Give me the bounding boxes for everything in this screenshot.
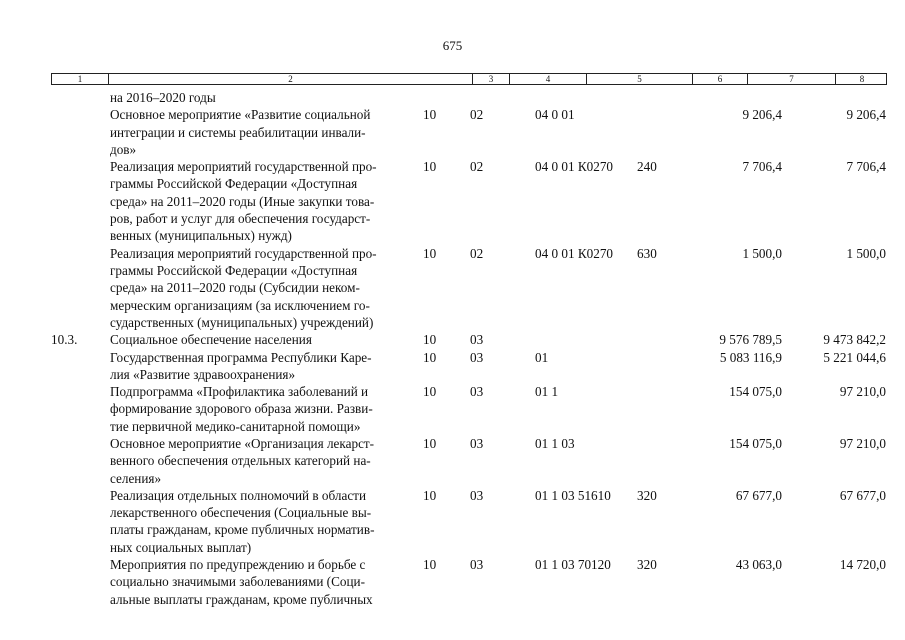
row-description bbox=[110, 331, 415, 348]
amount-2019: 9 206,4 bbox=[742, 107, 782, 123]
description-line: Мероприятия по предупреждению и борьбе с bbox=[110, 557, 366, 573]
section-code: 10 bbox=[423, 107, 437, 123]
amount-2019: 5 083 116,9 bbox=[719, 349, 782, 365]
expense-type-code: 630 bbox=[637, 245, 657, 261]
amount-2019: 9 576 789,5 bbox=[719, 332, 782, 348]
amount-2019: 154 075,0 bbox=[729, 436, 782, 451]
description-line: платы гражданам, кроме публичных норматив- bbox=[110, 522, 375, 538]
row-number: 10.3. bbox=[51, 332, 78, 348]
description-line: Государственная программа Республики Каре- bbox=[110, 349, 372, 365]
description-line: альные выплаты гражданам, кроме публичных bbox=[110, 591, 373, 607]
description-line: венного обеспечения отдельных категорий на- bbox=[110, 453, 371, 469]
subsection-code: 03 bbox=[470, 332, 484, 348]
subsection-code: 02 bbox=[470, 107, 484, 123]
description-line: среда» на 2011–2020 годы (Субсидии неком- bbox=[110, 280, 360, 296]
section-code: 10 bbox=[423, 349, 437, 365]
section-code: 10 bbox=[423, 487, 437, 503]
description-line: Подпрограмма «Профилактика заболеваний и bbox=[110, 384, 369, 400]
column-header: 2 bbox=[108, 74, 472, 84]
description-line: на 2016–2020 годы bbox=[110, 90, 216, 105]
amount-2020: 9 206,4 bbox=[846, 107, 886, 123]
row-description bbox=[110, 435, 415, 487]
row-description bbox=[110, 106, 415, 158]
subsection-code: 03 bbox=[470, 349, 484, 365]
amount-2019: 1 500,0 bbox=[742, 245, 782, 261]
target-article-code: 04 0 01 bbox=[535, 107, 575, 123]
subsection-code: 03 bbox=[470, 436, 484, 451]
target-article-code: 01 bbox=[535, 349, 549, 365]
amount-2020: 9 473 842,2 bbox=[823, 332, 886, 348]
amount-2020: 67 677,0 bbox=[839, 487, 886, 503]
description-line: Социальное обеспечение населения bbox=[110, 332, 312, 348]
row-description bbox=[110, 349, 415, 384]
section-code: 10 bbox=[423, 245, 437, 261]
description-line: мерческим организациям (за исключением го- bbox=[110, 297, 370, 313]
description-line: лекарственного обеспечения (Социальные вы- bbox=[110, 505, 372, 521]
description-line: ров, работ и услуг для обеспечения государст- bbox=[110, 211, 371, 227]
description-line: граммы Российской Федерации «Доступная bbox=[110, 176, 358, 192]
amount-2020: 1 500,0 bbox=[846, 245, 886, 261]
column-header: 8 bbox=[835, 74, 888, 84]
column-header: 1 bbox=[77, 74, 83, 84]
subsection-code: 03 bbox=[470, 557, 484, 573]
target-article-code: 01 1 03 70120 bbox=[535, 557, 611, 573]
table-header bbox=[51, 73, 887, 85]
description-line: среда» на 2011–2020 годы (Иные закупки това- bbox=[110, 193, 375, 209]
description-line: интеграции и системы реабилитации инвали- bbox=[110, 124, 366, 140]
description-line: тие первичной медико-санитарной помощи» bbox=[110, 418, 361, 434]
column-header: 7 bbox=[747, 74, 835, 84]
description-line: Основное мероприятие «Организация лекарст- bbox=[110, 436, 375, 451]
row-description bbox=[110, 245, 415, 331]
description-line: граммы Российской Федерации «Доступная bbox=[110, 262, 358, 278]
row-description bbox=[110, 556, 415, 608]
column-header: 5 bbox=[586, 74, 692, 84]
expense-type-code: 240 bbox=[637, 159, 657, 175]
description-line: дов» bbox=[110, 141, 137, 157]
description-line: формирование здорового образа жизни. Разви- bbox=[110, 401, 373, 417]
section-code: 10 bbox=[423, 557, 437, 573]
amount-2019: 7 706,4 bbox=[742, 159, 782, 175]
subsection-code: 03 bbox=[470, 384, 484, 400]
amount-2020: 97 210,0 bbox=[839, 436, 886, 451]
column-header: 3 bbox=[472, 74, 509, 84]
amount-2019: 67 677,0 bbox=[735, 487, 782, 503]
target-article-code: 01 1 03 51610 bbox=[535, 487, 611, 503]
target-article-code: 01 1 bbox=[535, 384, 559, 400]
target-article-code: 04 0 01 К0270 bbox=[535, 245, 614, 261]
description-line: Основное мероприятие «Развитие социальной bbox=[110, 107, 371, 123]
amount-2020: 14 720,0 bbox=[839, 557, 886, 573]
description-line: ных социальных выплат) bbox=[110, 539, 252, 555]
subsection-code: 02 bbox=[470, 159, 484, 175]
description-line: лия «Развитие здравоохранения» bbox=[110, 366, 296, 382]
section-code: 10 bbox=[423, 436, 437, 451]
description-line: социально значимыми заболеваниями (Соци- bbox=[110, 574, 365, 590]
column-header: 4 bbox=[509, 74, 586, 84]
amount-2020: 7 706,4 bbox=[846, 159, 886, 175]
expense-type-code: 320 bbox=[637, 487, 657, 503]
expense-type-code: 320 bbox=[637, 557, 657, 573]
description-line: сударственных (муниципальных) учреждений) bbox=[110, 314, 374, 330]
amount-2020: 97 210,0 bbox=[839, 384, 886, 400]
target-article-code: 01 1 03 bbox=[535, 436, 575, 451]
amount-2020: 5 221 044,6 bbox=[823, 349, 886, 365]
row-description bbox=[110, 89, 415, 106]
description-line: Реализация мероприятий государственной про- bbox=[110, 245, 377, 261]
amount-2019: 43 063,0 bbox=[735, 557, 782, 573]
section-code: 10 bbox=[423, 384, 437, 400]
row-description bbox=[110, 158, 415, 244]
amount-2019: 154 075,0 bbox=[729, 384, 782, 400]
description-line: Реализация мероприятий государственной про- bbox=[110, 159, 377, 175]
target-article-code: 04 0 01 К0270 bbox=[535, 159, 614, 175]
description-line: Реализация отдельных полномочий в области bbox=[110, 487, 367, 503]
section-code: 10 bbox=[423, 159, 437, 175]
description-line: селения» bbox=[110, 470, 162, 486]
row-description bbox=[110, 383, 415, 435]
row-description bbox=[110, 487, 415, 556]
subsection-code: 02 bbox=[470, 245, 484, 261]
description-line: венных (муниципальных) нужд) bbox=[110, 228, 292, 244]
page-number: 675 bbox=[442, 38, 463, 53]
subsection-code: 03 bbox=[470, 487, 484, 503]
section-code: 10 bbox=[423, 332, 437, 348]
column-header: 6 bbox=[692, 74, 747, 84]
